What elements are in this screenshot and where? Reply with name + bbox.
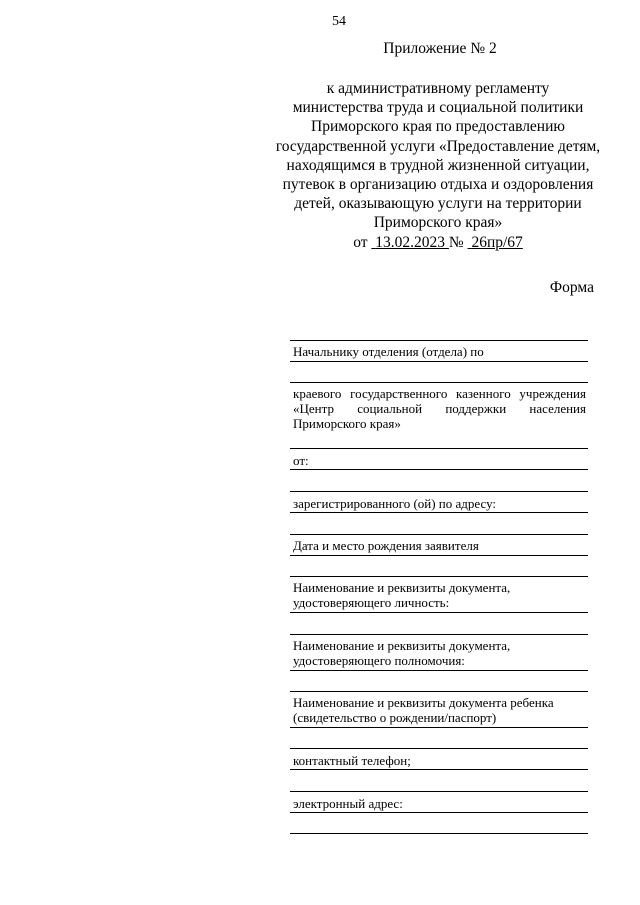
identity-document-label: Наименование и реквизиты документа, удостоверяющего личность: <box>293 580 511 611</box>
institution-line: краевого государственного казенного учреждения <box>293 386 586 401</box>
email-label: электронный адрес: <box>293 796 403 811</box>
date-prefix: от <box>353 233 368 251</box>
document-date: 13.02.2023 <box>375 233 446 251</box>
from-label: от: <box>293 453 309 468</box>
blank-line[interactable] <box>290 748 588 749</box>
document-number: 26пр/67 <box>471 233 523 251</box>
blank-line[interactable] <box>290 361 588 362</box>
appendix-title: Приложение № 2 <box>383 40 497 57</box>
blank-line[interactable] <box>290 691 588 692</box>
birth-date-place-label: Дата и место рождения заявителя <box>293 538 479 553</box>
regulation-line: находящимся в трудной жизненной ситуации, <box>286 156 590 174</box>
regulation-reference <box>258 79 618 252</box>
blank-line[interactable] <box>290 512 588 513</box>
blank-line[interactable] <box>290 340 588 341</box>
child-document-label: Наименование и реквизиты документа ребенка (свидетельство о рождении/паспорт) <box>293 695 554 726</box>
authority-document-label: Наименование и реквизиты документа, удостоверяющего полномочия: <box>293 638 511 669</box>
blank-line[interactable] <box>290 612 588 613</box>
registered-address-label: зарегистрированного (ой) по адресу: <box>293 496 497 511</box>
regulation-line: путевок в организацию отдыха и оздоровления <box>282 176 594 194</box>
blank-line[interactable] <box>290 634 588 635</box>
regulation-line: к административному регламенту <box>326 80 550 97</box>
date-number-line <box>258 233 618 252</box>
blank-line[interactable] <box>290 469 588 470</box>
head-of-department-label: Начальнику отделения (отдела) по <box>293 344 484 359</box>
regulation-line: детей, оказывающую услуги на территории <box>294 195 582 213</box>
blank-line[interactable] <box>290 491 588 492</box>
institution-line: «Центр социальной поддержки населения <box>293 401 586 417</box>
blank-line[interactable] <box>290 833 588 834</box>
blank-line[interactable] <box>290 791 588 792</box>
blank-line[interactable] <box>290 812 588 813</box>
institution-line: Приморского края» <box>293 416 401 432</box>
blank-line[interactable] <box>290 769 588 770</box>
number-prefix: № <box>448 233 464 251</box>
institution-name <box>293 386 586 432</box>
page-number: 54 <box>332 14 346 29</box>
blank-line[interactable] <box>290 670 588 671</box>
blank-line[interactable] <box>290 727 588 728</box>
blank-line[interactable] <box>290 382 588 383</box>
regulation-line: Приморского края» <box>373 214 503 232</box>
blank-line[interactable] <box>290 448 588 449</box>
phone-label: контактный телефон; <box>293 753 411 768</box>
regulation-line: министерства труда и социальной политики <box>292 99 584 117</box>
blank-line[interactable] <box>290 555 588 556</box>
blank-line[interactable] <box>290 576 588 577</box>
form-label: Форма <box>549 279 594 296</box>
regulation-line: государственной услуги «Предоставление детям, <box>275 137 601 155</box>
blank-line[interactable] <box>290 534 588 535</box>
regulation-line: Приморского края по предоставлению <box>311 118 565 136</box>
